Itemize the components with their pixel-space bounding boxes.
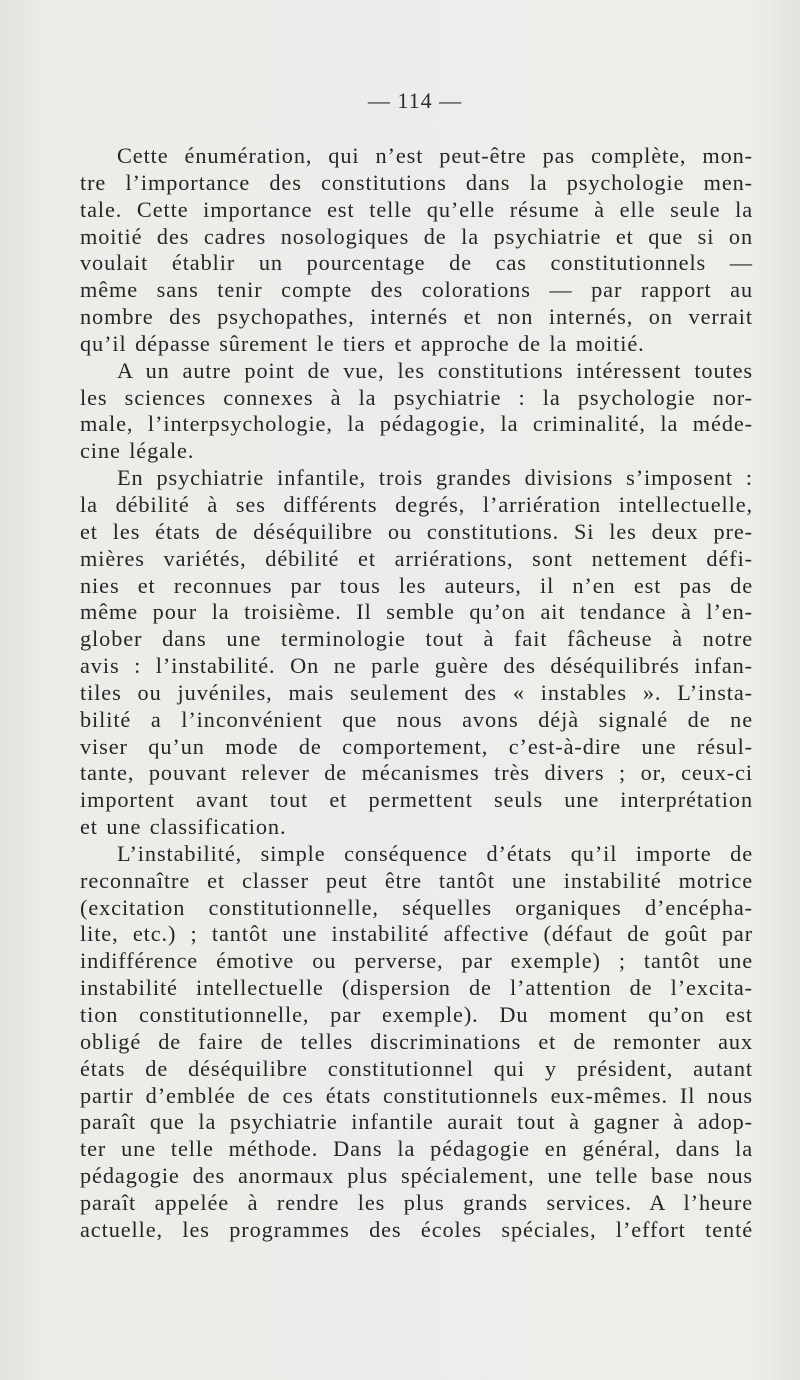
text-line: tion constitutionnelle, par exemple). Du moment qu’on est <box>80 1002 753 1027</box>
text-line: et les états de déséquilibre ou constitutions. Si les deux pre- <box>80 518 753 544</box>
text-line: pédagogie des anormaux plus spécialement, une telle base nous <box>80 1163 753 1189</box>
text-line: les sciences connexes à la psychiatrie : la psychologie nor- <box>80 384 753 410</box>
text-line: tre l’importance des constitutions dans la psychologie men- <box>80 169 753 195</box>
text-line: mières variétés, débilité et arriérations, sont nettement défi- <box>80 545 753 571</box>
text-line: tale. Cette importance est telle qu’elle résume à elle seule la <box>80 196 753 222</box>
text-line: nombre des psychopathes, internés et non internés, on verrait <box>80 304 753 330</box>
text-line: A un autre point de vue, les constitutions intéressent toutes <box>117 357 753 383</box>
text-line: instabilité intellectuelle (dispersion de l’attention de l’excita- <box>80 975 753 1001</box>
text-line: L’instabilité, simple conséquence d’états qu’il importe de <box>117 840 753 866</box>
text-line: reconnaître et classer peut être tantôt une instabilité motrice <box>80 867 753 893</box>
text-line: et une classification. <box>80 814 287 840</box>
text-line: actuelle, les programmes des écoles spéciales, l’effort tenté <box>80 1216 753 1242</box>
paragraph <box>80 358 753 465</box>
text-line: états de déséquilibre constitutionnel qui y président, autant <box>80 1055 753 1081</box>
text-line: même pour la troisième. Il semble qu’on ait tendance à l’en- <box>80 599 753 625</box>
paragraph <box>80 465 753 841</box>
text-line: indifférence émotive ou perverse, par exemple) ; tantôt une <box>80 948 753 974</box>
text-line: glober dans une terminologie tout à fait fâcheuse à notre <box>80 626 753 652</box>
text-line: partir d’emblée de ces états constitutionnels eux-mêmes. Il nous <box>80 1082 753 1108</box>
text-line: même sans tenir compte des colorations — par rapport au <box>80 277 753 303</box>
text-line: paraît appelée à rendre les plus grands services. A l’heure <box>80 1189 753 1215</box>
text-line: Cette énumération, qui n’est peut-être pas complète, mon- <box>117 143 753 168</box>
page-number: — 114 — <box>367 88 463 113</box>
text-line: bilité a l’inconvénient que nous avons déjà signalé de ne <box>80 706 753 732</box>
text-line: paraît que la psychiatrie infantile aurait tout à gagner à adop- <box>80 1109 753 1135</box>
text-line: tante, pouvant relever de mécanismes très divers ; or, ceux-ci <box>80 760 753 786</box>
text-line: lite, etc.) ; tantôt une instabilité affective (défaut de goût par <box>80 921 753 947</box>
text-line: male, l’interpsychologie, la pédagogie, la criminalité, la méde- <box>80 411 753 437</box>
text-line: cine légale. <box>80 438 195 464</box>
text-line: viser qu’un mode de comportement, c’est-à-dire une résul- <box>80 733 753 759</box>
body-text <box>80 143 753 1244</box>
text-line: En psychiatrie infantile, trois grandes divisions s’imposent : <box>117 465 753 491</box>
paragraph <box>80 841 753 1244</box>
text-line: ter une telle méthode. Dans la pédagogie en général, dans la <box>80 1136 753 1162</box>
text-line: nies et reconnues par tous les auteurs, il n’en est pas de <box>80 572 753 598</box>
text-line: tiles ou juvéniles, mais seulement des « instables ». L’insta- <box>80 679 753 705</box>
text-line: obligé de faire de telles discriminations et de remonter aux <box>80 1028 753 1054</box>
text-line: moitié des cadres nosologiques de la psychiatrie et que si on <box>80 223 753 249</box>
text-line: la débilité à ses différents degrés, l’arriération intellectuelle, <box>80 491 753 517</box>
text-line: importent avant tout et permettent seuls une interprétation <box>80 787 753 813</box>
text-line: (excitation constitutionnelle, séquelles organiques d’encépha- <box>80 894 753 920</box>
paragraph <box>80 143 753 358</box>
text-line: voulait établir un pourcentage de cas constitutionnels — <box>80 250 753 276</box>
text-line: qu’il dépasse sûrement le tiers et approche de la moitié. <box>80 330 645 356</box>
text-line: avis : l’instabilité. On ne parle guère des déséquilibrés infan- <box>80 653 753 679</box>
